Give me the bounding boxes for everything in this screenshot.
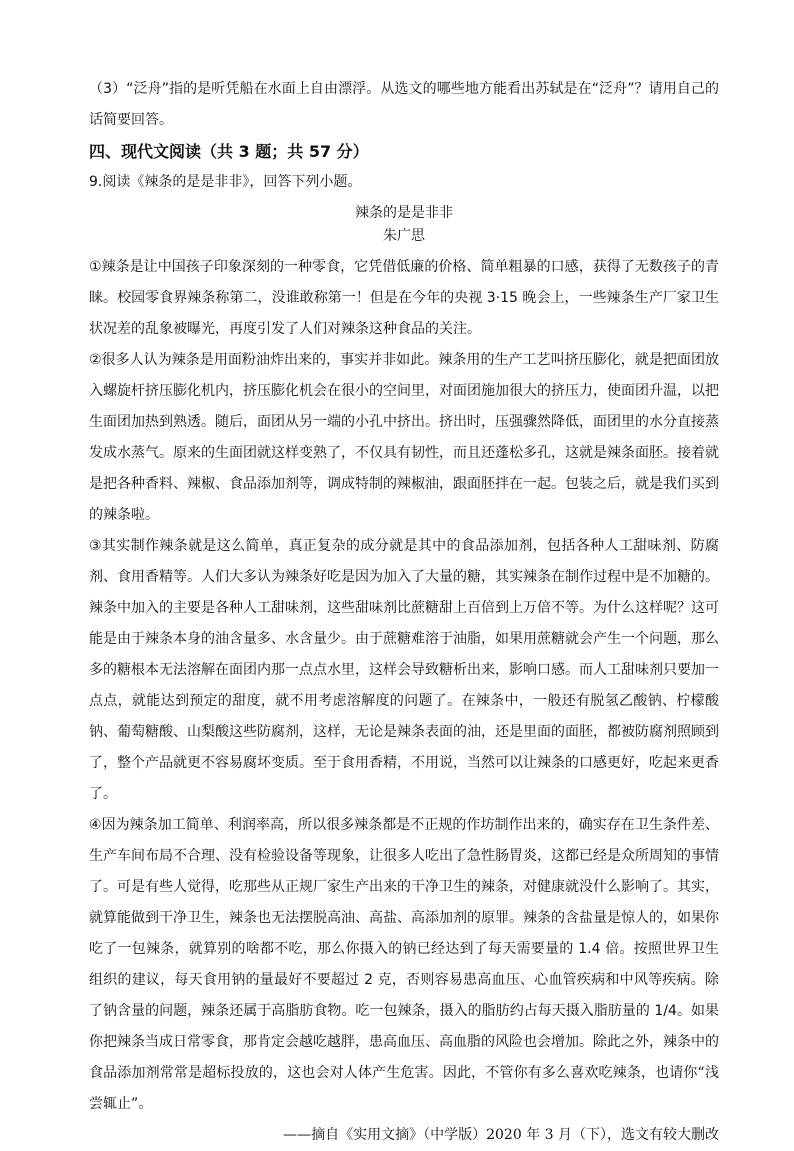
section-heading: 四、现代文阅读（共 3 题；共 57 分） — [89, 142, 369, 161]
article-paragraph-4: ④因为辣条加工简单、利润率高，所以很多辣条都是不正规的作坊制作出来的，确实存在卫生条件差、生产车间布局不合理、没有检验设备等现象，让很多人吃出了急性肠胃炎，这都已经是众所周知的事情了。可是有些人觉得，吃那些从正规厂家生产出来的干净卫生的辣条，对健康就没什么影响了。其实，就算能做到干净卫生，辣条也无法摆脱高油、高盐、高添加剂的原罪。辣条的含盐量是惊人的，如果你吃了一包辣条，就算别的啥都不吃，那么你摄入的钠已经达到了每天需要量的 1.4 倍。按照世界卫生组织的建议，每天食用钠的量最好不要超过 2 克，否则容易患高血压、心血管疾病和中风等疾病。除了钠含量的问题，辣条还属于高脂肪食物。吃一包辣条，摄入的脂肪约占每天摄入脂肪量的 1/4。如果你把辣条当成日常零食，那肯定会越吃越胖，患高血压、高血脂的风险也会增加。除此之外，辣条中的食品添加剂常常是超标投放的，这也会对人体产生危害。因此，不管你有多么喜欢吃辣条，也请你“浅尝辄止”。 — [89, 817, 719, 1112]
question-prompt: 9.阅读《辣条的是是非非》，回答下列小题。 — [89, 174, 362, 190]
article-author: 朱广思 — [383, 228, 425, 244]
article-title: 辣条的是是非非 — [355, 205, 453, 221]
previous-question-text: （3）“泛舟”指的是听凭船在水面上自由漂浮。从选文的哪些地方能看出苏轼是在“泛舟”？请用自己的话简要回答。 — [89, 81, 719, 128]
document-page — [89, 74, 719, 1151]
article-paragraph-1: ①辣条是让中国孩子印象深刻的一种零食，它凭借低廉的价格、简单粗暴的口感，获得了无数孩子的青睐。校园零食界辣条称第二，没谁敢称第一！但是在今年的央视 3·15 晚会上，一些辣条生产厂家卫生状况差的乱象被曝光，再度引发了人们对辣条这种食品的关注。 — [89, 259, 719, 337]
article-paragraph-2: ②很多人认为辣条是用面粉油炸出来的，事实并非如此。辣条用的生产工艺叫挤压膨化，就是把面团放入螺旋杆挤压膨化机内，挤压膨化机会在很小的空间里，对面团施加很大的挤压力，使面团升温，以把生面团加热到熟透。随后，面团从另一端的小孔中挤出。挤出时，压强骤然降低，面团里的水分直接蒸发成水蒸气。原来的生面团就这样变熟了，不仅具有韧性，而且还蓬松多孔，这就是辣条面胚。接着就是把各种香料、辣椒、食品添加剂等，调成特制的辣椒油，跟面胚拌在一起。包装之后，就是我们买到的辣条啦。 — [89, 352, 719, 523]
article-source: ——摘自《实用文摘》（中学版）2020 年 3 月（下），选文有较大删改 — [283, 1127, 719, 1143]
article-paragraph-3: ③其实制作辣条就是这么简单，真正复杂的成分就是其中的食品添加剂，包括各种人工甜味剂、防腐剂、食用香精等。人们大多认为辣条好吃是因为加入了大量的糖，其实辣条在制作过程中是不加糖的。辣条中加入的主要是各种人工甜味剂，这些甜味剂比蔗糖甜上百倍到上万倍不等。为什么这样呢？这可能是由于辣条本身的油含量多、水含量少。由于蔗糖难溶于油脂，如果用蔗糖就会产生一个问题，那么多的糖根本无法溶解在面团内那一点点水里，这样会导致糖析出来，影响口感。而人工甜味剂只要加一点点，就能达到预定的甜度，就不用考虑溶解度的问题了。在辣条中，一般还有脱氢乙酸钠、柠檬酸钠、葡萄糖酸、山梨酸这些防腐剂，这样，无论是辣条表面的油，还是里面的面胚，都被防腐剂照顾到了，整个产品就更不容易腐坏变质。至于食用香精，不用说，当然可以让辣条的口感更好，吃起来更香了。 — [89, 538, 719, 802]
